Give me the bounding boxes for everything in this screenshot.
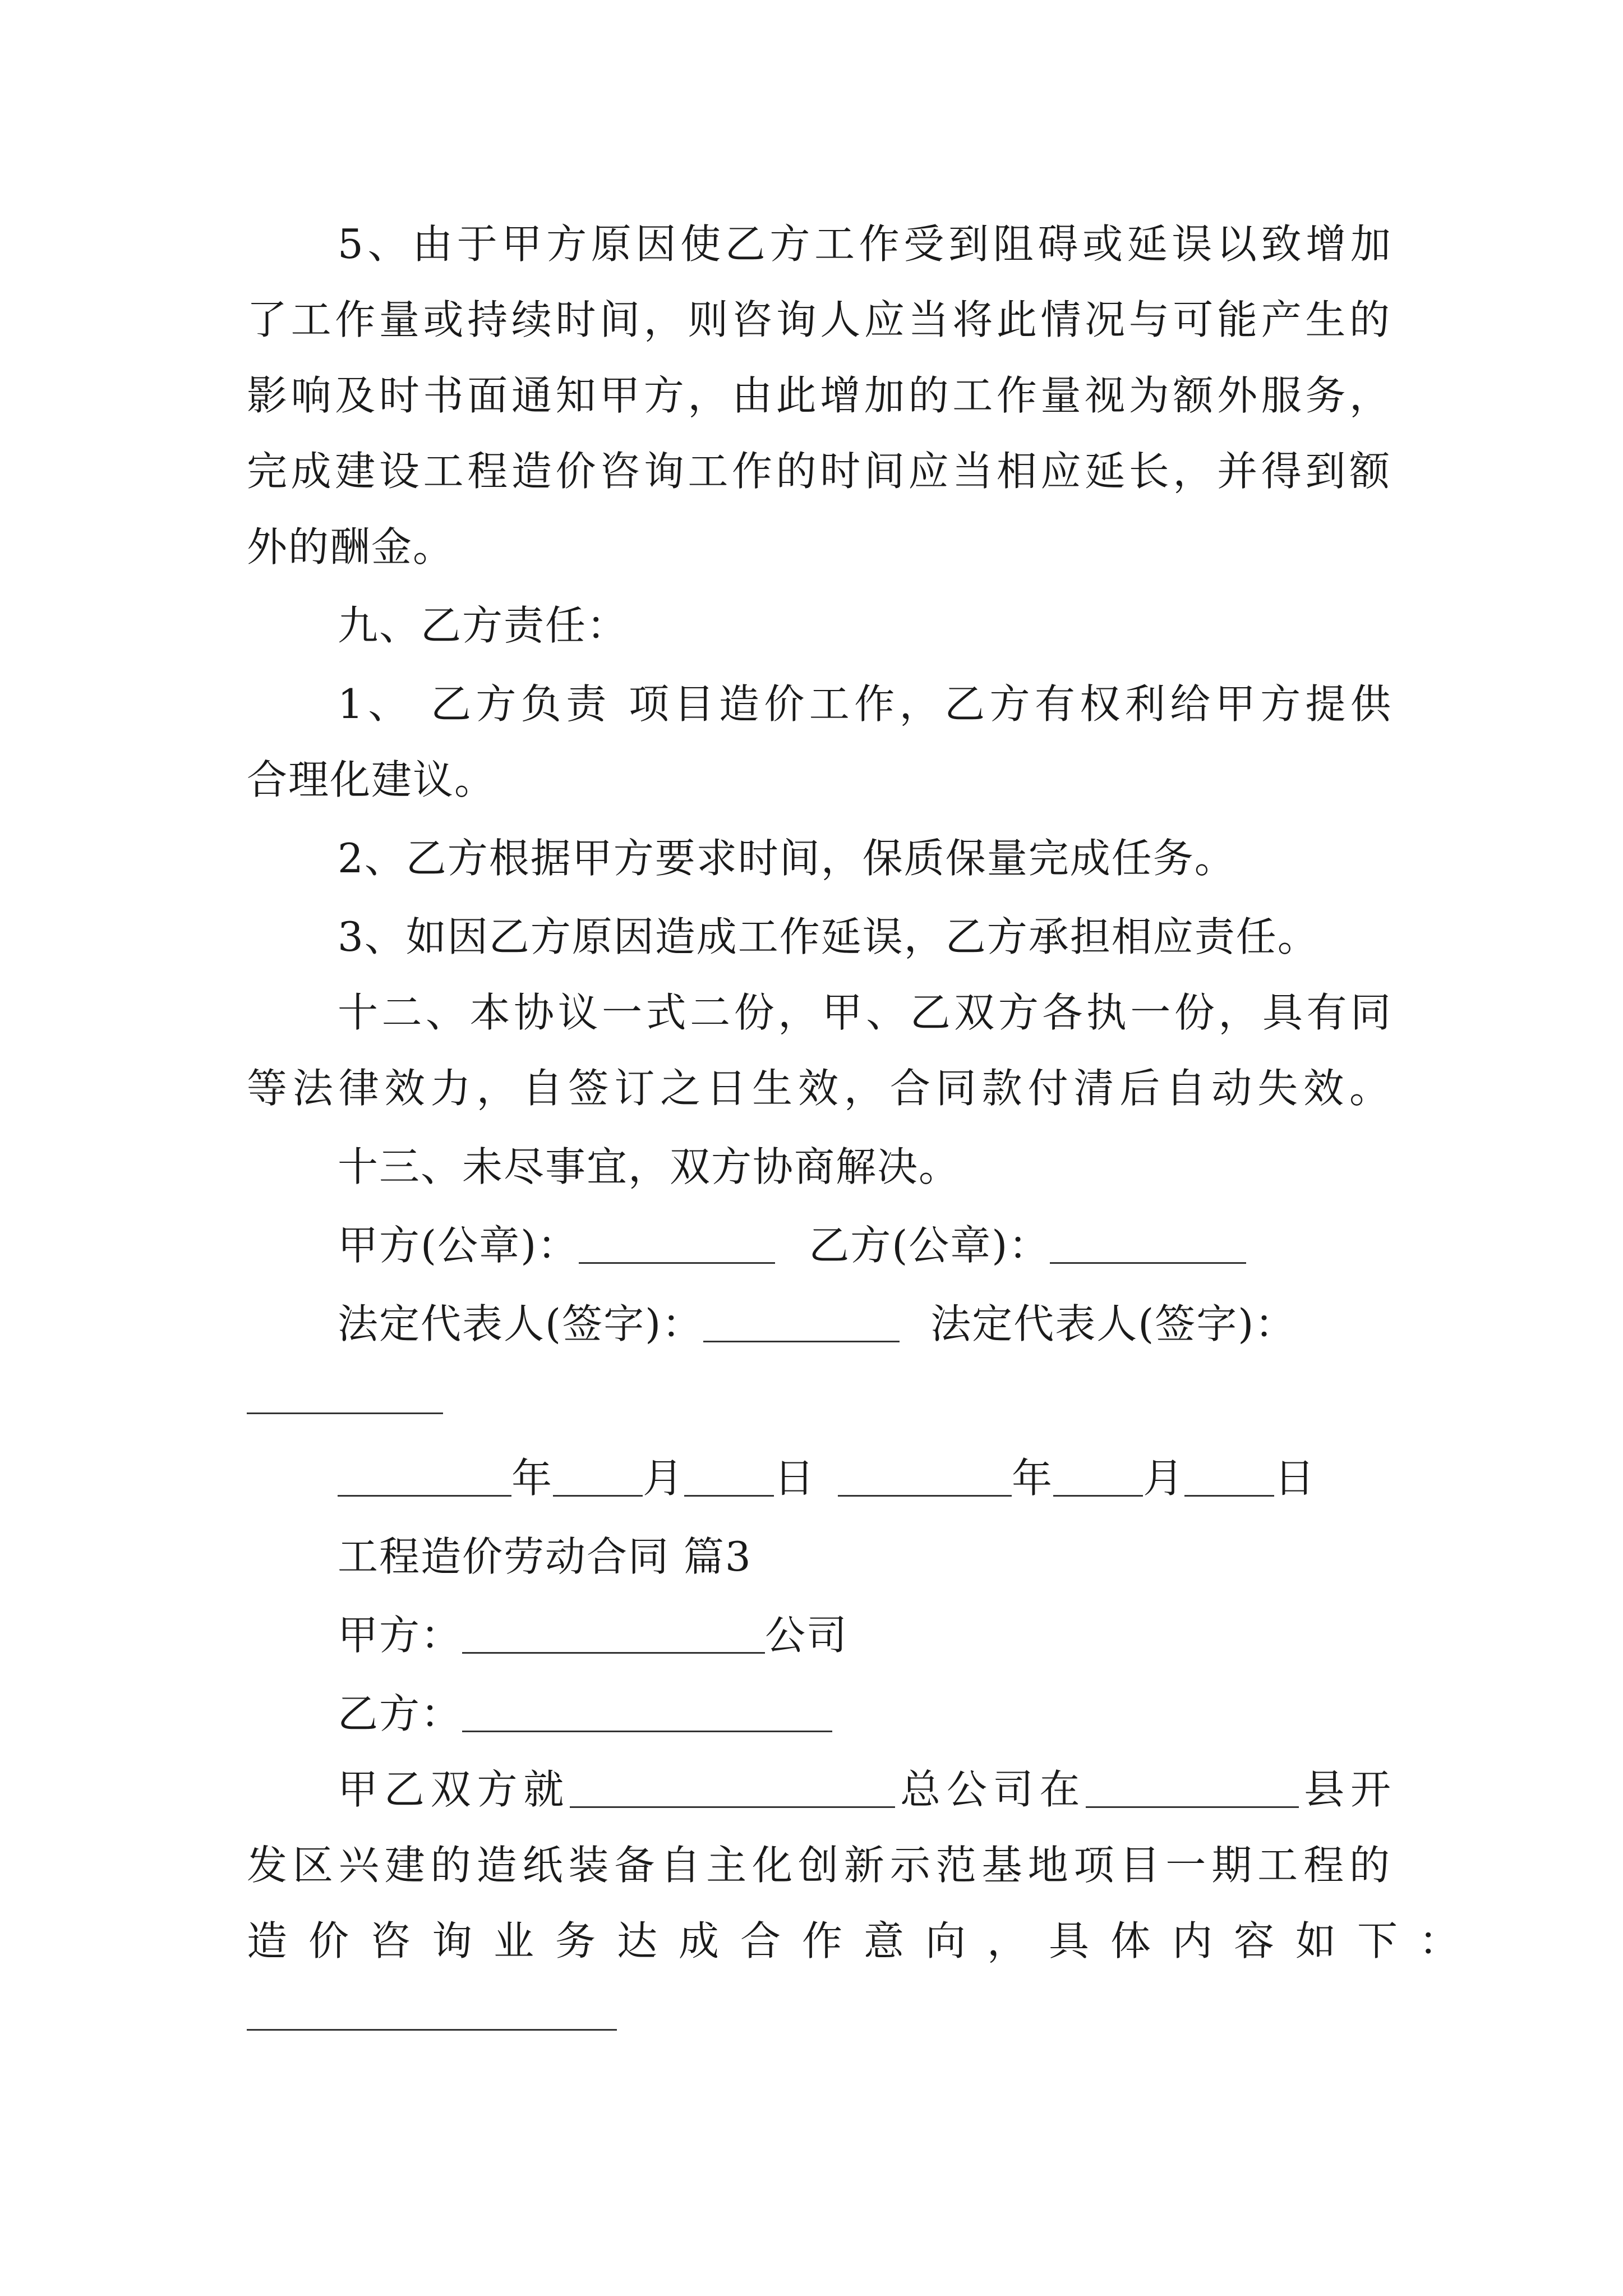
party-b-seal-blank [1050,1222,1246,1264]
paragraph-line: 了工作量或持续时间，则咨询人应当将此情况与可能产生的 [247,296,1391,343]
paragraph-line: 1、 乙方负责 项目造价工作，乙方有权利给甲方提供 [338,680,1392,728]
county-blank [1086,1766,1299,1808]
party-a-label: 甲方： [338,1612,463,1659]
party-b-seal-label: 乙方(公章)： [809,1222,1050,1269]
representative-line [338,1296,1392,1352]
paragraph-line: 造价咨询业务达成合作意向，具体内容如下： [247,1917,1481,1964]
party-a-seal-blank [579,1222,775,1264]
paragraph-line: 2、乙方根据甲方要求时间，保质保量完成任务。 [338,835,1236,882]
paragraph-line: 外的酬金。 [247,523,455,570]
year-blank [338,1455,511,1497]
paragraph-line: 十二、本协议一式二份，甲、乙双方各执一份，具有同 [338,989,1392,1036]
section-title: 工程造价劳动合同 篇3 [338,1533,752,1580]
paragraph-line: 影响及时书面通知甲方，由此增加的工作量视为额外服务， [247,372,1391,419]
content-blank [247,2029,617,2031]
year-label-b: 年 [1012,1455,1054,1502]
paragraph-line: 完成建设工程造价咨询工作的时间应当相应延长，并得到额 [247,448,1391,495]
year-label: 年 [511,1455,554,1502]
intro-line [338,1761,1392,1818]
party-a-seal-label: 甲方(公章)： [338,1222,579,1269]
month-blank-b [1053,1455,1143,1497]
month-blank [553,1455,643,1497]
party-b-line [338,1686,1392,1742]
paragraph-line: 5、由于甲方原因使乙方工作受到阻碍或延误以致增加 [338,220,1392,268]
month-label: 月 [643,1455,685,1502]
intro-mid: 总公司在 [895,1766,1086,1813]
rep-b-blank [247,1412,443,1414]
intro-prefix: 甲乙双方就 [338,1766,570,1813]
intro-suffix: 县开 [1299,1766,1392,1813]
project-blank [570,1766,895,1808]
month-label-b: 月 [1143,1455,1185,1502]
party-b-label: 乙方： [338,1690,463,1737]
seal-line [338,1217,1392,1273]
party-b-blank [462,1690,832,1732]
day-label-b: 日 [1274,1455,1316,1502]
paragraph-line: 等法律效力，自签订之日生效，合同款付清后自动失效。 [247,1065,1391,1112]
date-line [338,1450,1392,1506]
paragraph-line: 发区兴建的造纸装备自主化创新示范基地项目一期工程的 [247,1842,1391,1889]
rep-a-label: 法定代表人(签字)： [338,1300,704,1347]
year-blank-b [838,1455,1012,1497]
party-a-blank [462,1612,765,1654]
party-a-suffix: 公司 [765,1612,849,1659]
rep-b-label: 法定代表人(签字)： [930,1300,1297,1347]
day-blank [684,1455,774,1497]
paragraph-line: 十三、未尽事宜，双方协商解决。 [338,1143,961,1190]
day-label: 日 [774,1455,816,1502]
paragraph-line: 3、如因乙方原因造成工作延误，乙方承担相应责任。 [338,913,1319,960]
rep-a-blank [703,1300,900,1342]
section-heading: 九、乙方责任： [338,602,629,649]
day-blank-b [1184,1455,1274,1497]
paragraph-line: 合理化建议。 [247,756,496,803]
party-a-line [338,1607,1392,1663]
